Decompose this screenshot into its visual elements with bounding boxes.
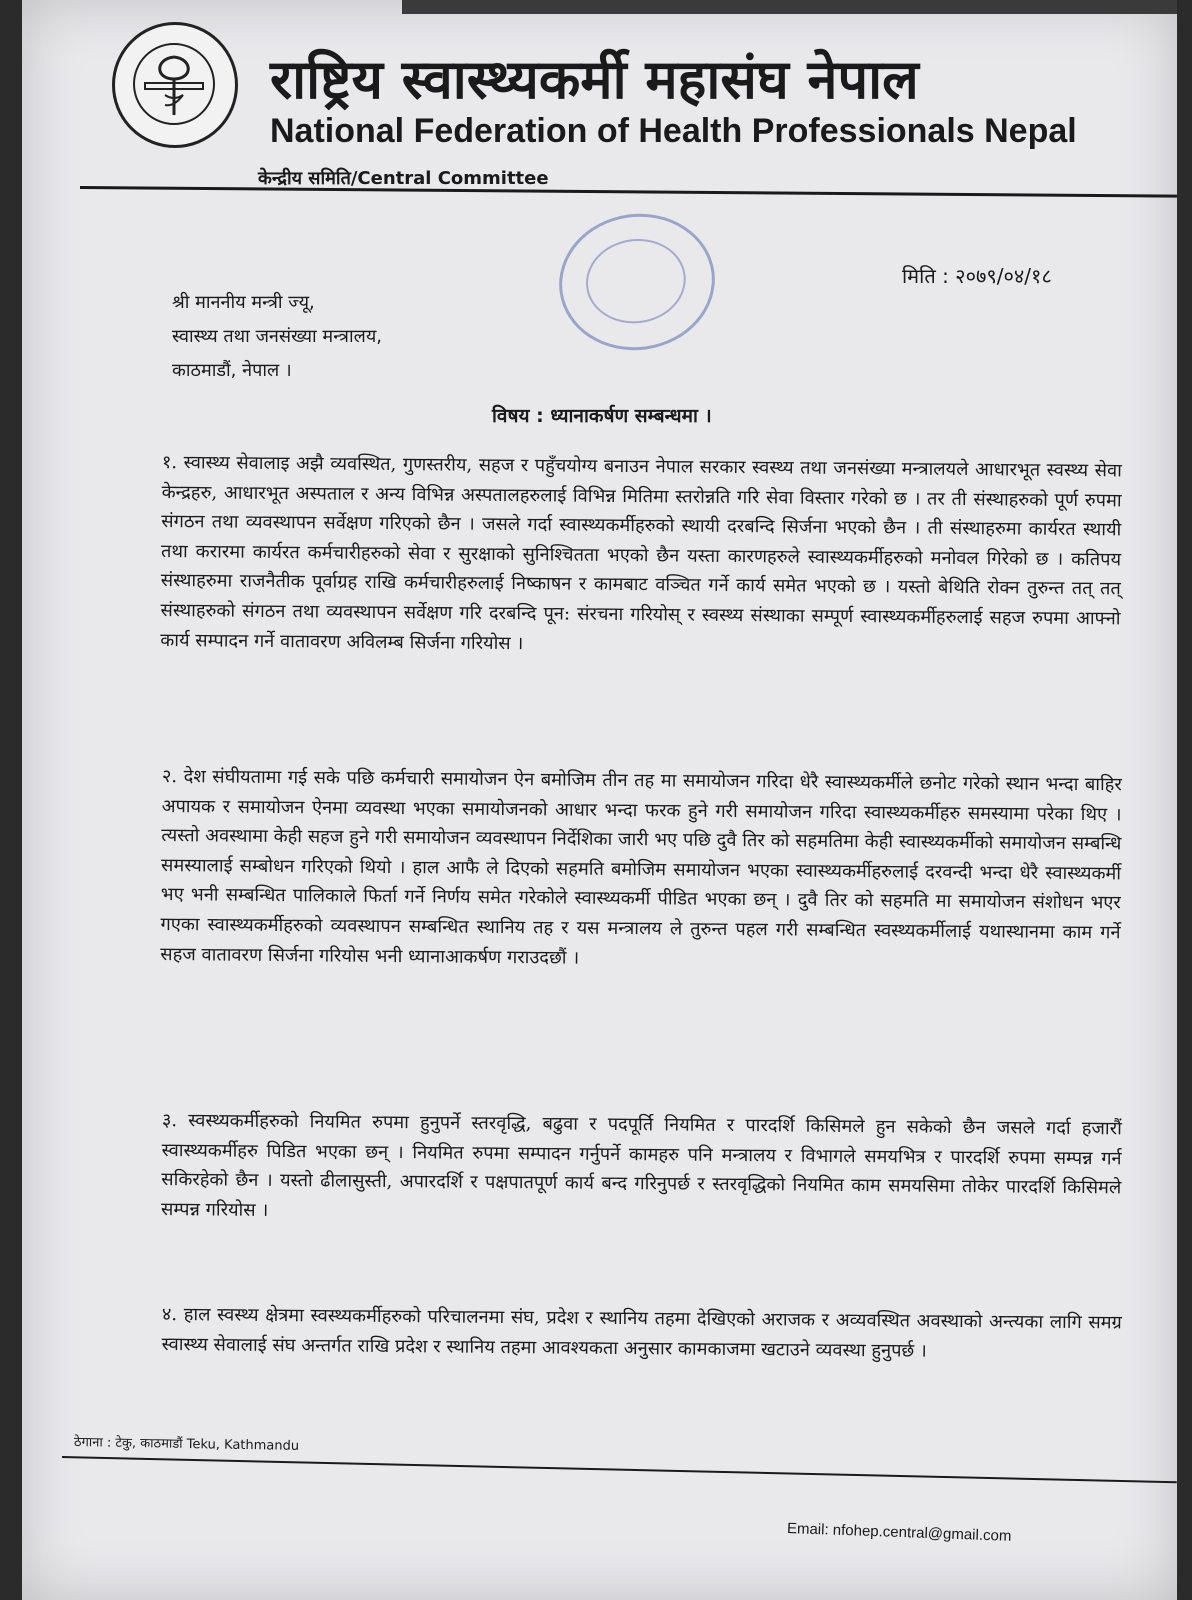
recipient-line-2: स्वास्थ्य तथा जनसंख्या मन्त्रालय,: [172, 326, 383, 347]
official-stamp-icon: [550, 204, 723, 360]
paragraph-3: ३. स्वस्थ्यकर्मीहरुको नियमित रुपमा हुनुपर्ने स्तरवृद्धि, बढुवा र पदपूर्ति नियमित र पारदर्शि किसिमले हुन सकेको छैन जसले गर्दा हजारौं स्वास्थ्यकर्मीहरु पिडित भएका छन् । नियमित रुपमा सम्पादन गर्नुपर्ने कामहरु पनि मन्त्रालय र विभागले समयभित्र र पारदर्शि रुपमा सम्पन्न गर्न सकिरहेको छैन । यस्तो ढीलासुस्ती, अपारदर्शि र पक्षपातपूर्ण कार्य बन्द गरिनुपर्छ र स्तरवृद्धिको नियमित काम समयसिमा तोकेर पारदर्शि किसिमले सम्पन्न गरियोस ।: [161, 1109, 1122, 1221]
footer-email: Email: nfohep.central@gmail.com: [786, 1520, 1012, 1545]
paragraph-1: १. स्वास्थ्य सेवालाइ अझै व्यवस्थित, गुणस्तरीय, सहज र पहुँचयोग्य बनाउन नेपाल सरकार स्वस्थ्य तथा जनसंख्या मन्त्रालयले आधारभूत स्वस्थ्य सेवा केन्द्रहरु, आधारभूत अस्पताल र अन्य विभिन्न अस्पतालहरुलाई विभिन्न मितिमा स्तरोन्नति गरि सेवा विस्तार गरेको छ । तर ती संस्थाहरुको पूर्ण रुपमा संगठन तथा व्यवस्थापन सर्वेक्षण गरिएको छैन । जसले गर्दा स्वास्थ्यकर्मीहरुको स्थायी दरबन्दि सिर्जना भएको छैन । ती संस्थाहरुमा कार्यरत स्थायी तथा करारमा कार्यरत कर्मचारीहरुको सेवा र सुरक्षाको सुनिश्चितता भएको छैन यस्ता कारणहरुले स्वास्थ्यकर्मीहरुको मनोवल गिरेको छ । कतिपय संस्थाहरुमा राजनैतीक पूर्वाग्रह राखि कर्मचारीहरुलाई निष्काषन र कामबाट वञ्चित गर्ने कार्य समेत भएको छ । यस्तो बेथिति रोक्न तुरुन्त तत् तत् संस्थाहरुको संगठन तथा व्यवस्थापन सर्वेक्षण गरि दरबन्दि पून: संरचना गरियोस् र स्वस्थ्य संस्थाका सम्पूर्ण स्वास्थ्यकर्मीहरुलाई सहज रुपमा आफ्नो कार्य सम्पादन गर्ने वातावरण अविलम्ब सिर्जना गरियोस ।: [160, 451, 1122, 654]
recipient-line-1: श्री माननीय मन्त्री ज्यू,: [172, 292, 315, 313]
top-edge-shadow: [402, 0, 1177, 14]
letter-page: [22, 0, 1177, 1600]
footer-address: ठेगाना : टेकु, काठमाडौं Teku, Kathmandu: [73, 1435, 300, 1454]
committee-label: केन्द्रीय समिति/Central Committee: [258, 168, 549, 189]
paragraph-4: ४. हाल स्वस्थ्य क्षेत्रमा स्वस्थ्यकर्मीहरुको परिचालनमा संघ, प्रदेश र स्थानिय तहमा देखिएको अराजक र अव्यवस्थित अवस्थाको अन्त्यका लागि समग्र स्वास्थ्य सेवालाई संघ अन्तर्गत राखि प्रदेश र स्थानिय तहमा आवश्यकता अनुसार कामकाजमा खटाउने व्यवस्था हुनुपर्छ ।: [161, 1303, 1122, 1362]
federation-logo-icon: [112, 22, 238, 148]
letter-subject: विषय : ध्यानाकर्षण सम्बन्धमा ।: [492, 405, 712, 427]
paragraph-2: २. देश संघीयतामा गई सके पछि कर्मचारी समायोजन ऐन बमोजिम तीन तह मा समायोजन गरिदा धेरै स्वास्थ्यकर्मीले छनोट गरेको स्थान भन्दा बाहिर अपायक र समायोजन ऐनमा व्यवस्था भएका समायोजनको आधार भन्दा फरक हुने गरी समायोजन गरिदा स्वास्थ्यकर्मीहरु समस्यामा परेका थिए । त्यस्तो अवस्थामा केही सहज हुने गरी समायोजन व्यवस्थापन निर्देशिका जारी भए पछि दुवै तिर को सहमतिमा केही स्वास्थ्यकर्मीको समायोजन सम्बन्धि समस्यालाई सम्बोधन गरिएको थियो । हाल आफै ले दिएको सहमति बमोजिम समायोजन भएका स्वास्थ्यकर्मीहरुलाई दरवन्दी भन्दा धेरै स्वास्थ्यकर्मी भए भनी सम्बन्धित पालिकाले फिर्ता गर्ने निर्णय समेत गरेकोले स्वास्थ्यकर्मी पीडित भएका छन् । दुवै तिर को सहमति मा समायोजन संशोधन भएर गएका स्वास्थ्यकर्मीहरुको व्यवस्थापन सम्बन्धित स्थानिय तह र यस मन्त्रालय ले तुरुन्त पहल गरी सम्बन्धित स्वस्थ्यकर्मीलाई यथास्थानमा काम गर्ने सहज वातावरण सिर्जना गरियोस भनी ध्यानाआकर्षण गराउदछौं ।: [160, 765, 1122, 969]
org-name-english: National Federation of Health Professionals Nepal: [270, 112, 1077, 150]
footer-divider: [62, 1456, 1177, 1483]
letter-date: मिति : २०७९/०४/१८: [902, 264, 1052, 288]
header-divider: [80, 186, 1177, 198]
org-name-nepali: राष्ट्रिय स्वास्थ्यकर्मी महासंघ नेपाल: [270, 48, 919, 111]
caduceus-icon: [135, 45, 213, 123]
recipient-line-3: काठमाडौं, नेपाल ।: [172, 360, 292, 381]
